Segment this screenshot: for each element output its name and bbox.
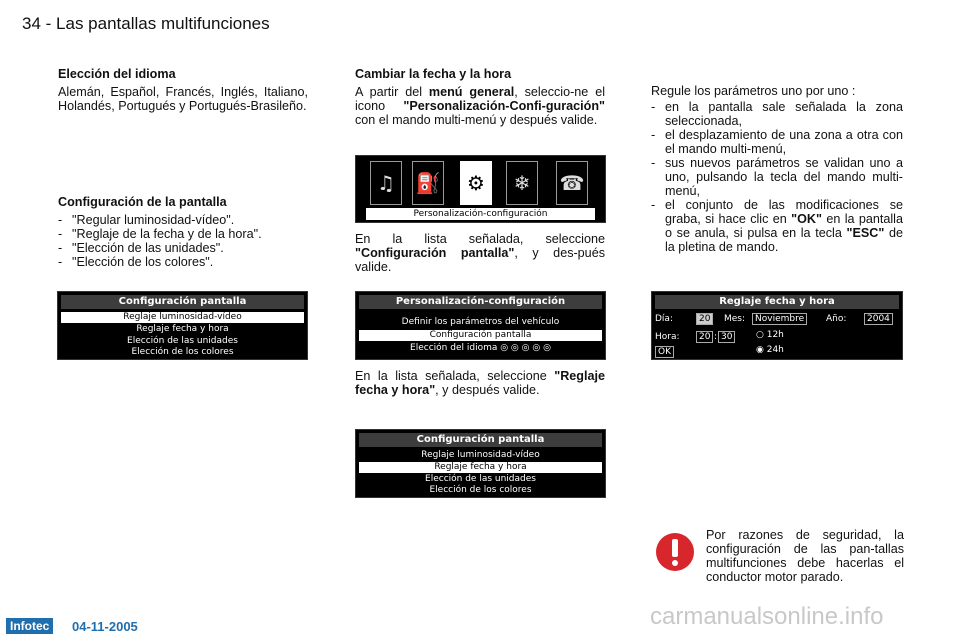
personalization-screen	[355, 291, 606, 360]
audio-icon[interactable]: ♫	[370, 161, 402, 205]
warning-icon	[655, 532, 695, 572]
warning-text: Por razones de seguridad, la configuración de las pan-tallas multifunciones debe hacerlas el conductor motor parado.	[706, 528, 904, 584]
page-number: 34	[22, 14, 41, 33]
datetime-screen: Reglaje fecha y hora Día: 20 Mes: Noviembre Año: 2004 Hora: 20 : 30 ○ 12h ◉ 24h OK	[651, 291, 903, 360]
menu-item-selected[interactable]: Reglaje fecha y hora	[359, 462, 602, 473]
paragraph: En la lista señalada, seleccione "Reglaje fecha y hora", y después valide.	[355, 369, 605, 397]
language-text: Alemán, Español, Francés, Inglés, Italiano, Holandés, Portugués y Portugués-Brasileño.	[58, 85, 308, 113]
section-title: Cambiar la fecha y la hora	[355, 67, 512, 81]
list-item: - "Elección de los colores".	[58, 255, 308, 269]
screen-config-list	[58, 213, 308, 269]
list-item: - sus nuevos parámetros se validan uno a uno, pulsando la tecla del mando multi-menú,	[651, 156, 903, 198]
menu-item[interactable]: Elección de las unidades	[425, 474, 536, 484]
year-field[interactable]: 2004	[864, 313, 893, 325]
selected-menu-label: Personalización-configuración	[366, 208, 595, 220]
step-3	[355, 369, 605, 397]
menu-item[interactable]: Reglaje fecha y hora	[136, 324, 229, 334]
menu-item[interactable]: Definir los parámetros del vehículo	[401, 317, 560, 327]
list-item: - en la pantalla sale señalada la zona seleccionada,	[651, 100, 903, 128]
page-title: Las pantallas multifunciones	[56, 14, 270, 33]
phone-icon[interactable]: ☎	[556, 161, 588, 205]
screen-title: Configuración pantalla	[61, 295, 304, 309]
ok-button[interactable]: OK	[655, 346, 674, 358]
menu-item-selected[interactable]: Reglaje luminosidad-vídeo	[61, 312, 304, 323]
screen-config-title: Configuración de la pantalla	[58, 195, 227, 209]
infotec-logo: Infotec	[6, 618, 53, 634]
climate-icon[interactable]: ❄	[506, 161, 538, 205]
menu-item[interactable]: Elección de los colores	[131, 347, 234, 357]
mes-label: Mes:	[724, 314, 746, 324]
menu-item[interactable]: Reglaje luminosidad-vídeo	[421, 450, 540, 460]
radio-12h[interactable]: ○ 12h	[756, 330, 784, 340]
watermark: carmanualsonline.info	[650, 603, 884, 630]
hora-label: Hora:	[655, 332, 680, 342]
language-section	[58, 67, 308, 113]
list-item: - el desplazamiento de una zona a otra con el mando multi-menú,	[651, 128, 903, 156]
intro-text: Regule los parámetros uno por uno :	[651, 84, 856, 98]
list-item: - el conjunto de las modificaciones se graba, si hace clic en "OK" en la pantalla o se anula, si pulsa en la tecla "ESC" de la pletina de mando.	[651, 198, 903, 254]
step-2	[355, 232, 605, 274]
settings-icon[interactable]: ⚙	[460, 161, 492, 205]
dia-label: Día:	[655, 314, 673, 324]
menu-item[interactable]: Elección de los colores	[429, 485, 532, 495]
ano-label: Año:	[826, 314, 847, 324]
fuel-icon[interactable]: ⛽	[412, 161, 444, 205]
menu-item[interactable]: Elección del idioma ◎ ◎ ◎ ◎ ◎	[410, 343, 551, 353]
instructions	[651, 84, 903, 254]
list-item: - "Regular luminosidad-vídeo".	[58, 213, 308, 227]
screen-title: Configuración pantalla	[359, 433, 602, 447]
datetime-intro	[355, 67, 605, 127]
language-title: Elección del idioma	[58, 67, 176, 81]
paragraph: A partir del menú general, seleccio-ne el icono "Personalización-Confi-guración" con el mando multi-menú y después valide.	[355, 85, 606, 127]
month-field[interactable]: Noviembre	[752, 313, 807, 325]
main-menu-screen	[355, 155, 606, 223]
list-item: - "Elección de las unidades".	[58, 241, 308, 255]
menu-item[interactable]: Elección de las unidades	[127, 336, 238, 346]
page-header: 34 - Las pantallas multifunciones	[22, 14, 270, 33]
radio-24h[interactable]: ◉ 24h	[756, 345, 784, 355]
screen-title: Reglaje fecha y hora	[655, 295, 899, 309]
instruction-list	[651, 100, 903, 254]
screen-config-section	[58, 195, 308, 269]
minute-field[interactable]: 30	[718, 331, 735, 343]
footer-date: 04-11-2005	[72, 619, 138, 634]
hour-field[interactable]: 20	[696, 331, 713, 343]
screen-title: Personalización-configuración	[359, 295, 602, 309]
paragraph: En la lista señalada, seleccione "Configuración pantalla", y des-pués valide.	[355, 232, 605, 274]
day-field[interactable]: 20	[696, 313, 713, 325]
list-item: - "Reglaje de la fecha y de la hora".	[58, 227, 308, 241]
config-screen-2	[355, 429, 606, 498]
config-screen-1	[57, 291, 308, 360]
menu-item-selected[interactable]: Configuración pantalla	[359, 330, 602, 341]
